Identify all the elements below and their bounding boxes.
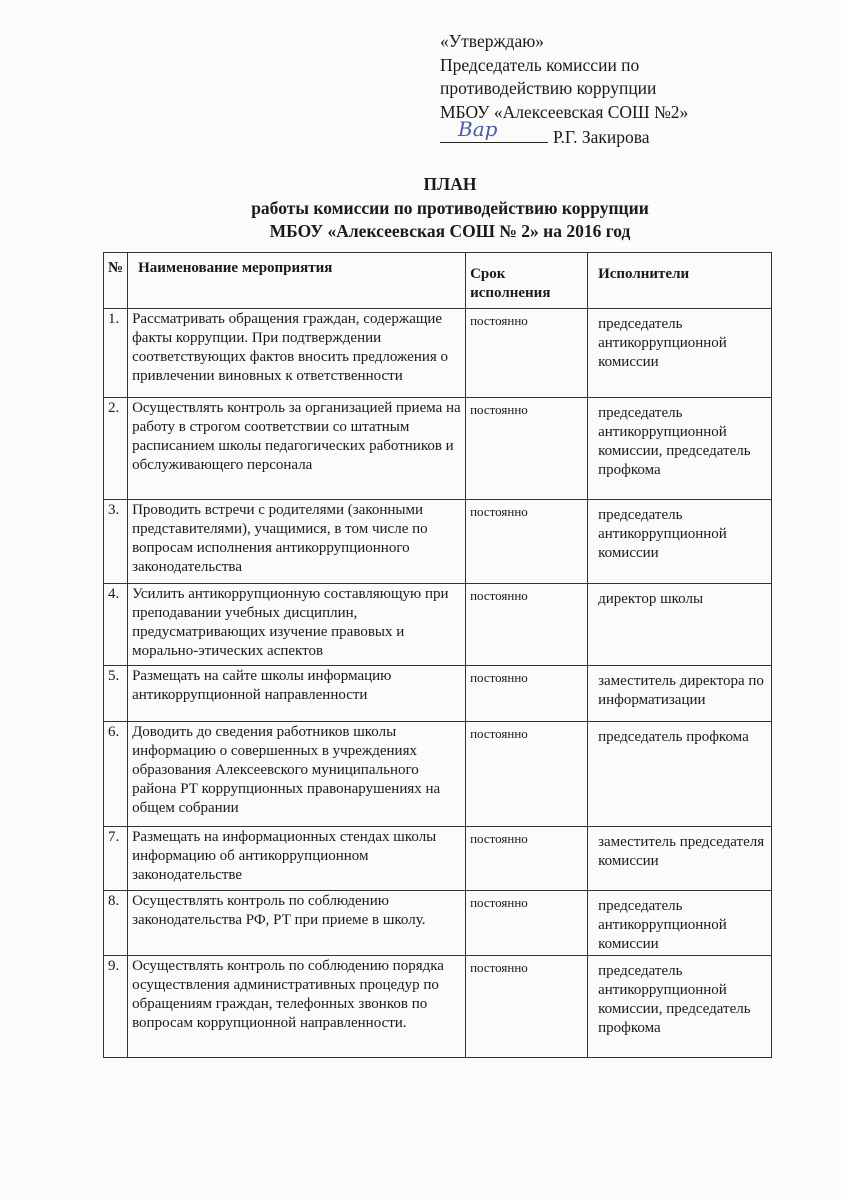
table-row <box>104 722 772 827</box>
approval-organization: МБОУ «Алексеевская СОШ №2» <box>440 101 689 122</box>
executor: заместитель директора по информатизации <box>588 666 772 722</box>
approval-signature-line <box>440 117 688 150</box>
table-row <box>104 827 772 891</box>
term: постоянно <box>466 309 588 398</box>
row-number: 1. <box>104 309 128 398</box>
executor: заместитель председателя комиссии <box>588 827 772 891</box>
executor: директор школы <box>588 584 772 666</box>
executor: председатель профкома <box>588 722 772 827</box>
activity-name: Рассматривать обращения граждан, содержащие факты коррупции. При подтверждении соответствующих фактов вносить предложения о привлечении виновных к ответственности <box>128 309 466 398</box>
term: постоянно <box>466 827 588 891</box>
title-organization-year: МБОУ «Алексеевская СОШ № 2» на 2016 год <box>269 221 631 241</box>
row-number: 7. <box>104 827 128 891</box>
term: постоянно <box>466 398 588 500</box>
document-title <box>0 173 841 244</box>
row-number: 2. <box>104 398 128 500</box>
executor: председатель антикоррупционной комиссии <box>588 891 772 956</box>
term: постоянно <box>466 666 588 722</box>
header-executors: Исполнители <box>588 253 772 309</box>
table-row <box>104 309 772 398</box>
table-header-row <box>104 253 772 309</box>
header-term: Срок исполнения <box>466 253 588 309</box>
table-row <box>104 891 772 956</box>
row-number: 4. <box>104 584 128 666</box>
title-main: ПЛАН <box>423 174 477 194</box>
row-number: 8. <box>104 891 128 956</box>
activity-name: Осуществлять контроль по соблюдению законодательства РФ, РТ при приеме в школу. <box>128 891 466 956</box>
activity-name: Осуществлять контроль по соблюдению порядка осуществления административных процедур по обращениям граждан, телефонных звонков по вопросам коррупционной направленности. <box>128 956 466 1058</box>
approval-block <box>440 30 688 150</box>
approval-position-cont: противодействию коррупции <box>440 78 657 98</box>
table-row <box>104 398 772 500</box>
row-number: 5. <box>104 666 128 722</box>
activity-name: Доводить до сведения работников школы информацию о совершенных в учреждениях образования Алексеевского муниципального района РТ коррупционных правонарушениях на общем собрании <box>128 722 466 827</box>
row-number: 6. <box>104 722 128 827</box>
term: постоянно <box>466 722 588 827</box>
term: постоянно <box>466 956 588 1058</box>
executor: председатель антикоррупционной комиссии <box>588 500 772 584</box>
executor: председатель антикоррупционной комиссии <box>588 309 772 398</box>
plan-table <box>103 252 772 1058</box>
header-number: № <box>104 253 128 309</box>
activity-name: Размещать на информационных стендах школы информацию об антикоррупционном законодательстве <box>128 827 466 891</box>
executor: председатель антикоррупционной комиссии, председатель профкома <box>588 956 772 1058</box>
table-row <box>104 666 772 722</box>
table-row <box>104 956 772 1058</box>
activity-name: Осуществлять контроль за организацией приема на работу в строгом соответствии со штатным расписанием школы педагогических работников и обслуживающего персонала <box>128 398 466 500</box>
handwritten-signature: Вар <box>458 117 498 141</box>
approval-heading: «Утверждаю» <box>440 31 545 51</box>
title-subtitle: работы комиссии по противодействию коррупции <box>251 197 649 218</box>
activity-name: Проводить встречи с родителями (законными представителями), учащимися, в том числе по вопросам исполнения антикоррупционного законодательства <box>128 500 466 584</box>
table-row <box>104 584 772 666</box>
executor: председатель антикоррупционной комиссии, председатель профкома <box>588 398 772 500</box>
header-activity: Наименование мероприятия <box>128 253 466 309</box>
signature-field <box>440 117 548 143</box>
signer-name: Р.Г. Закирова <box>553 127 650 147</box>
term: постоянно <box>466 891 588 956</box>
activity-name: Усилить антикоррупционную составляющую при преподавании учебных дисциплин, предусматривающих изучение правовых и морально-этических аспектов <box>128 584 466 666</box>
row-number: 3. <box>104 500 128 584</box>
row-number: 9. <box>104 956 128 1058</box>
term: постоянно <box>466 584 588 666</box>
activity-name: Размещать на сайте школы информацию антикоррупционной направленности <box>128 666 466 722</box>
term: постоянно <box>466 500 588 584</box>
approval-position: Председатель комиссии по <box>440 54 640 75</box>
table-row <box>104 500 772 584</box>
